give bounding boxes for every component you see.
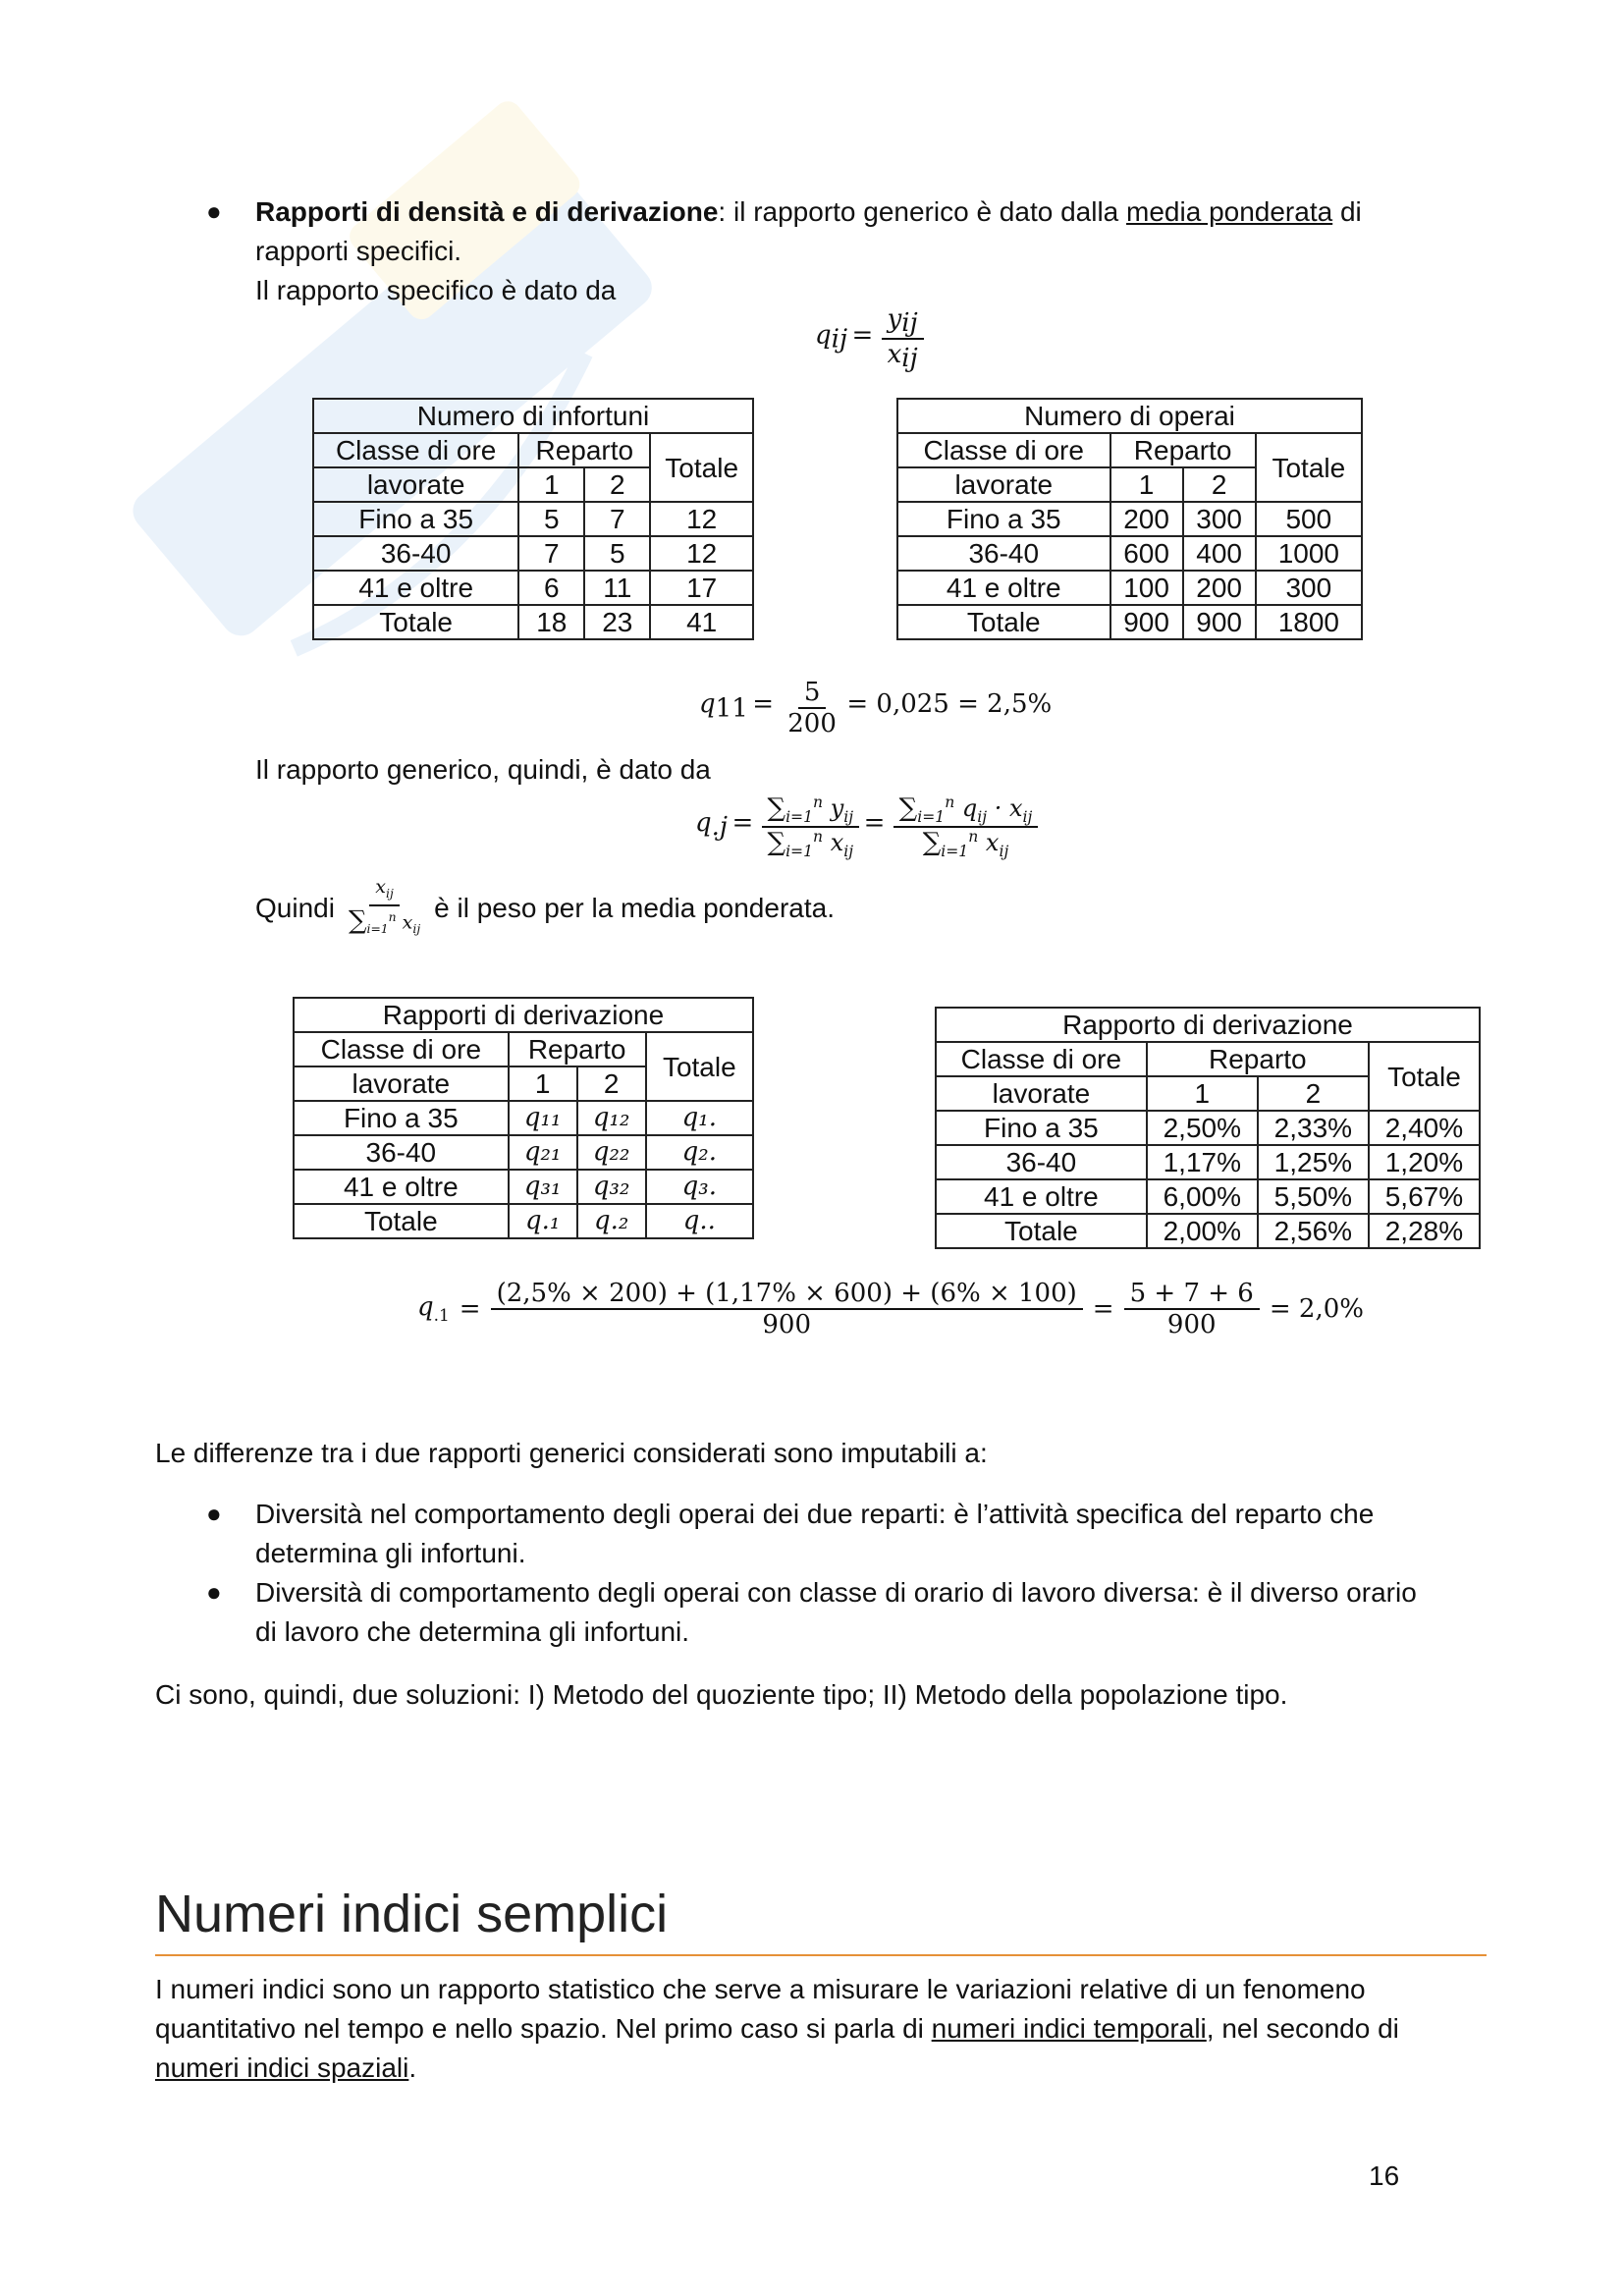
- header-2: 2: [1258, 1076, 1369, 1111]
- header-class: Classe di ore: [897, 433, 1110, 467]
- bullet3-line1: Diversità di comportamento degli operai con classe di orario di lavoro diversa: è il diverso orario: [255, 1577, 1417, 1608]
- text-generico: Il rapporto generico, quindi, è dato da: [255, 754, 711, 785]
- qj-num1-term: y: [830, 794, 844, 822]
- cell: q₃.: [646, 1170, 753, 1204]
- table-row: [294, 1135, 753, 1170]
- cell: 2,56%: [1258, 1214, 1369, 1248]
- cell: 36-40: [313, 536, 518, 571]
- qj-den1-term-sub: ij: [843, 842, 854, 860]
- q1-den1: 900: [762, 1310, 811, 1339]
- cell: 2,00%: [1147, 1214, 1258, 1248]
- table-symbolic: [293, 997, 754, 1239]
- cell: 600: [1110, 536, 1183, 571]
- cell: Fino a 35: [294, 1101, 509, 1135]
- table-row: [294, 1204, 753, 1238]
- cell: 1,25%: [1258, 1145, 1369, 1179]
- cell: 12: [650, 536, 753, 571]
- bullet-icon: ●: [206, 196, 222, 226]
- table-caption: Numero di infortuni: [313, 399, 753, 433]
- qj-den2-term-sub: ij: [999, 842, 1009, 860]
- peso-den-sub: ij: [412, 921, 421, 936]
- bullet-line3: Il rapporto specifico è dato da: [255, 275, 617, 305]
- formula-qj: $q_{.j}$ = $\frac{\sum_{i=1}^n y_{ij}}{\sum_{i=1}^n x_{ij}}$ = $\frac{\sum_{i=1}^n q_{ij} \cdot x_{ij}}{\sum_{i=1}^n x_{ij}}$: [695, 793, 1038, 860]
- bullet3-line2: di lavoro che determina gli infortuni.: [255, 1616, 690, 1647]
- cell: 5,67%: [1369, 1179, 1480, 1214]
- header-2: 2: [577, 1066, 646, 1101]
- sum-sup: n: [813, 827, 824, 846]
- q11-result: = 0,025 = 2,5%: [846, 689, 1053, 720]
- cell: 41 e oltre: [294, 1170, 509, 1204]
- header-class: Classe di ore: [294, 1032, 509, 1066]
- cell: 5,50%: [1258, 1179, 1369, 1214]
- numeri-indici-temporali-link[interactable]: numeri indici temporali: [931, 2013, 1207, 2044]
- qj-den1-term: x: [830, 828, 844, 856]
- header-totale: Totale: [650, 433, 753, 502]
- cell: 11: [584, 571, 650, 605]
- cell: Totale: [936, 1214, 1147, 1248]
- bullet-text: : il rapporto generico è dato dalla: [718, 196, 1127, 227]
- text-quindi: [255, 876, 835, 940]
- table-row: [313, 536, 753, 571]
- bullet-icon: ●: [206, 1499, 222, 1528]
- cell: Totale: [294, 1204, 509, 1238]
- formula-q1: $q_{.1}$ = $\frac{(2,5\% \times 200) + (1,17\% \times 600) + (6\% \times 100)}{900}$ = $\frac{5 + 7 + 6}{900}$ = 2,0%: [417, 1279, 1364, 1339]
- header-1: 1: [509, 1066, 577, 1101]
- cell: q₂.: [646, 1135, 753, 1170]
- sum-icon: ∑: [767, 793, 786, 823]
- header-class: Classe di ore: [936, 1042, 1147, 1076]
- cell: Fino a 35: [313, 502, 518, 536]
- formula-num-sub: ij: [901, 308, 918, 339]
- cell: 36-40: [294, 1135, 509, 1170]
- cell: 7: [584, 502, 650, 536]
- cell: Fino a 35: [936, 1111, 1147, 1145]
- cell: q₂₁: [509, 1135, 577, 1170]
- indici-text-post: , nel secondo di: [1206, 2013, 1399, 2044]
- cell: 7: [518, 536, 584, 571]
- header-reparto: Reparto: [518, 433, 650, 467]
- table-caption: Rapporto di derivazione: [936, 1008, 1480, 1042]
- table-row: [294, 1101, 753, 1135]
- sum-sub: i=1: [366, 921, 389, 936]
- cell: 1,20%: [1369, 1145, 1480, 1179]
- cell: 36-40: [936, 1145, 1147, 1179]
- header-totale: Totale: [1369, 1042, 1480, 1111]
- para-indici-line1: I numeri indici sono un rapporto statistico che serve a misurare le variazioni relative di un fenomeno: [155, 1974, 1366, 2004]
- page-number: 16: [1369, 2160, 1400, 2191]
- table-row: [294, 1170, 753, 1204]
- q11-lhs-sub: 11: [715, 693, 748, 724]
- qj-lhs-sub: .j: [711, 812, 728, 843]
- cell: 400: [1183, 536, 1256, 571]
- numeri-indici-spaziali-link[interactable]: numeri indici spaziali: [155, 2052, 409, 2083]
- para-soluzioni: Ci sono, quindi, due soluzioni: I) Metodo del quoziente tipo; II) Metodo della popolazione tipo.: [155, 1679, 1288, 1710]
- sum-sup: n: [945, 793, 955, 811]
- cell: 5: [518, 502, 584, 536]
- cell: 900: [1183, 605, 1256, 639]
- cell: 2,50%: [1147, 1111, 1258, 1145]
- table-row: [936, 1145, 1480, 1179]
- cell: 41 e oltre: [897, 571, 1110, 605]
- cell: 500: [1256, 502, 1362, 536]
- bullet-paragraph: [255, 192, 1532, 231]
- cell: 300: [1183, 502, 1256, 536]
- qj-num2-term: q: [961, 794, 978, 822]
- cell: q₁₂: [577, 1101, 646, 1135]
- cell: q₂₂: [577, 1135, 646, 1170]
- sum-sub: i=1: [785, 807, 814, 826]
- cell: 2,40%: [1369, 1111, 1480, 1145]
- qj-num1-term-sub: ij: [843, 807, 854, 826]
- table-row: [936, 1111, 1480, 1145]
- bullet2-line2: determina gli infortuni.: [255, 1538, 526, 1568]
- cell: q₁₁: [509, 1101, 577, 1135]
- cell: 1,17%: [1147, 1145, 1258, 1179]
- sum-icon: ∑: [898, 793, 918, 823]
- bullet-icon: ●: [206, 1577, 222, 1607]
- table-infortuni: [312, 398, 754, 640]
- table-row: [897, 502, 1362, 536]
- header-reparto: Reparto: [1110, 433, 1256, 467]
- header-2: 2: [1183, 467, 1256, 502]
- header-class2: lavorate: [313, 467, 518, 502]
- header-1: 1: [1147, 1076, 1258, 1111]
- q11-den: 200: [787, 709, 837, 738]
- cell: 2,28%: [1369, 1214, 1480, 1248]
- cell: 200: [1183, 571, 1256, 605]
- cell: Totale: [897, 605, 1110, 639]
- cell: 900: [1110, 605, 1183, 639]
- indici-text: quantitativo nel tempo e nello spazio. Nel primo caso si parla di: [155, 2013, 932, 2044]
- cell: 36-40: [897, 536, 1110, 571]
- cell: q..: [646, 1204, 753, 1238]
- cell: q₃₂: [577, 1170, 646, 1204]
- qj-num2-mul: · x: [994, 794, 1023, 822]
- sum-icon: ∑: [922, 827, 942, 857]
- header-class2: lavorate: [936, 1076, 1147, 1111]
- table-row: [897, 571, 1362, 605]
- qj-lhs: q: [695, 808, 712, 839]
- table-row: [897, 605, 1362, 639]
- cell: 200: [1110, 502, 1183, 536]
- q11-lhs: q: [699, 689, 716, 720]
- table-row: [936, 1214, 1480, 1248]
- indici-period: .: [408, 2052, 417, 2083]
- cell: 41: [650, 605, 753, 639]
- table-operai: [896, 398, 1363, 640]
- qj-num2-mul-sub: ij: [1022, 807, 1033, 826]
- quindi-post: è il peso per la media ponderata.: [434, 892, 835, 923]
- table-caption: Rapporti di derivazione: [294, 998, 753, 1032]
- header-reparto: Reparto: [1147, 1042, 1369, 1076]
- header-1: 1: [1110, 467, 1183, 502]
- formula-q-ij: $q_{ij}$ = $\frac{y_{ij}}{x_{ij}}$: [815, 304, 924, 373]
- peso-den: x: [402, 911, 413, 934]
- para-differenze: Le differenze tra i due rapporti generici considerati sono imputabili a:: [155, 1438, 988, 1468]
- sum-sup: n: [388, 909, 397, 924]
- table-row: [313, 571, 753, 605]
- cell: 23: [584, 605, 650, 639]
- sum-sub: i=1: [785, 842, 814, 860]
- table-row: [313, 605, 753, 639]
- table-caption: Numero di operai: [897, 399, 1362, 433]
- cell: q₃₁: [509, 1170, 577, 1204]
- section-heading: Numeri indici semplici: [155, 1885, 669, 1943]
- para-indici-line2: [155, 2009, 1399, 2048]
- formula-lhs-sub: ij: [831, 324, 848, 355]
- qj-num2-term-sub: ij: [977, 807, 988, 826]
- bullet-title: Rapporti di densità e di derivazione: [255, 196, 719, 227]
- q1-result: = 2,0%: [1269, 1294, 1364, 1324]
- peso-num: x: [375, 876, 387, 898]
- bullet-line2: rapporti specifici.: [255, 236, 462, 266]
- q1-lhs-sub: .1: [433, 1305, 450, 1326]
- cell: 2,33%: [1258, 1111, 1369, 1145]
- cell: 6: [518, 571, 584, 605]
- sum-sup: n: [813, 793, 824, 811]
- q1-lhs: q: [417, 1292, 434, 1323]
- table-row: [313, 502, 753, 536]
- sum-sub: i=1: [917, 807, 946, 826]
- sum-sub: i=1: [941, 842, 969, 860]
- header-reparto: Reparto: [509, 1032, 646, 1066]
- table-row: [936, 1179, 1480, 1214]
- cell: 41 e oltre: [313, 571, 518, 605]
- sum-icon: ∑: [348, 905, 367, 936]
- formula-q11: $q_{11}$ = $\frac{5}{200}$ = 0,025 = 2,5%: [699, 678, 1053, 738]
- sum-icon: ∑: [767, 827, 786, 857]
- cell: 6,00%: [1147, 1179, 1258, 1214]
- header-2: 2: [584, 467, 650, 502]
- formula-num: y: [887, 304, 902, 334]
- cell: Fino a 35: [897, 502, 1110, 536]
- table-numeric: [935, 1007, 1481, 1249]
- bullet2-line1: Diversità nel comportamento degli operai dei due reparti: è l’attività specifica del reparto che: [255, 1499, 1375, 1529]
- cell: 100: [1110, 571, 1183, 605]
- cell: q₁.: [646, 1101, 753, 1135]
- q11-num: 5: [798, 678, 827, 709]
- formula-lhs: q: [815, 320, 832, 351]
- q1-num2: 5 + 7 + 6: [1124, 1279, 1260, 1310]
- cell: 1800: [1256, 605, 1362, 639]
- table-row: [897, 536, 1362, 571]
- header-class2: lavorate: [294, 1066, 509, 1101]
- cell: q.₂: [577, 1204, 646, 1238]
- header-1: 1: [518, 467, 584, 502]
- cell: 1000: [1256, 536, 1362, 571]
- qj-den2-term: x: [985, 828, 1000, 856]
- header-class: Classe di ore: [313, 433, 518, 467]
- cell: 300: [1256, 571, 1362, 605]
- header-class2: lavorate: [897, 467, 1110, 502]
- header-totale: Totale: [646, 1032, 753, 1101]
- cell: 5: [584, 536, 650, 571]
- cell: q.₁: [509, 1204, 577, 1238]
- heading-rule: [155, 1954, 1487, 1956]
- formula-den: x: [887, 340, 902, 370]
- q1-den2: 900: [1166, 1310, 1217, 1339]
- sum-sup: n: [968, 827, 979, 846]
- para-indici-line3: [155, 2049, 416, 2087]
- cell: 18: [518, 605, 584, 639]
- cell: 17: [650, 571, 753, 605]
- peso-num-sub: ij: [386, 886, 394, 901]
- header-totale: Totale: [1256, 433, 1362, 502]
- quindi-pre: Quindi: [255, 892, 335, 923]
- cell: 12: [650, 502, 753, 536]
- formula-den-sub: ij: [901, 344, 918, 374]
- bullet-text-end: di: [1332, 196, 1362, 227]
- media-ponderata-link[interactable]: media ponderata: [1126, 196, 1333, 227]
- cell: Totale: [313, 605, 518, 639]
- q1-num1: (2,5% × 200) + (1,17% × 600) + (6% × 100): [491, 1279, 1083, 1310]
- cell: 41 e oltre: [936, 1179, 1147, 1214]
